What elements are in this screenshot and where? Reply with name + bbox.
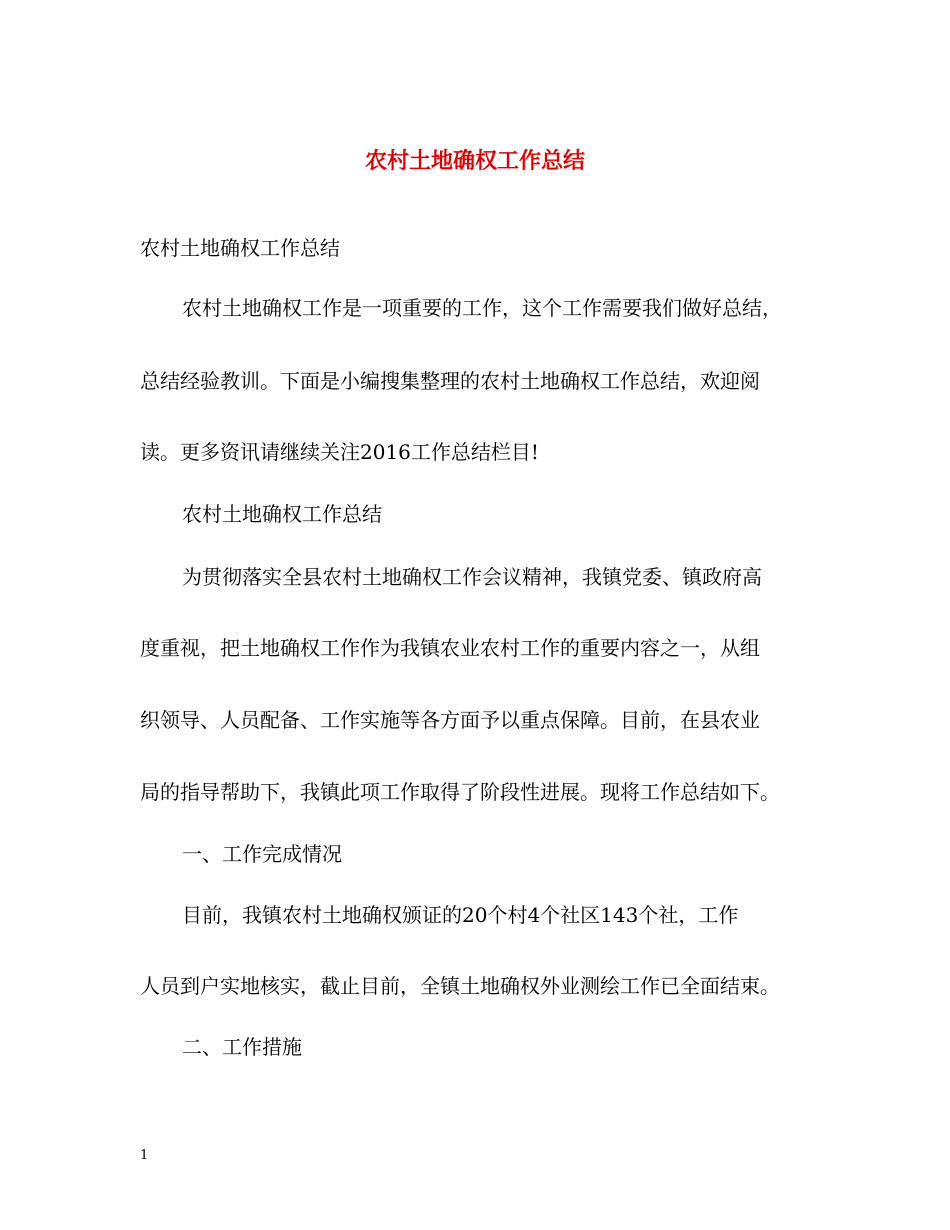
paragraph-line: 为贯彻落实全县农村土地确权工作会议精神，我镇党委、镇政府高 bbox=[182, 565, 762, 589]
document-title: 农村土地确权工作总结 bbox=[364, 148, 585, 174]
paragraph-line: 局的指导帮助下，我镇此项工作取得了阶段性进展。现将工作总结如下。 bbox=[140, 780, 780, 804]
section-heading: 二、工作措施 bbox=[182, 1035, 302, 1059]
subtitle-line: 农村土地确权工作总结 bbox=[140, 236, 340, 260]
paragraph-line: 度重视，把土地确权工作作为我镇农业农村工作的重要内容之一，从组 bbox=[140, 636, 760, 660]
section-heading: 一、工作完成情况 bbox=[182, 842, 342, 866]
paragraph-line: 农村土地确权工作是一项重要的工作，这个工作需要我们做好总结， bbox=[182, 296, 782, 320]
page-number: 1 bbox=[140, 1148, 149, 1163]
paragraph-line: 目前，我镇农村土地确权颁证的20个村4个社区143个社，工作 bbox=[182, 903, 739, 927]
section-heading: 农村土地确权工作总结 bbox=[182, 502, 382, 526]
paragraph-line: 读。更多资讯请继续关注2016工作总结栏目! bbox=[140, 440, 539, 464]
paragraph-line: 人员到户实地核实，截止目前，全镇土地确权外业测绘工作已全面结束。 bbox=[140, 974, 780, 998]
paragraph-line: 织领导、人员配备、工作实施等各方面予以重点保障。目前，在县农业 bbox=[140, 708, 760, 732]
paragraph-line: 总结经验教训。下面是小编搜集整理的农村土地确权工作总结，欢迎阅 bbox=[140, 369, 760, 393]
